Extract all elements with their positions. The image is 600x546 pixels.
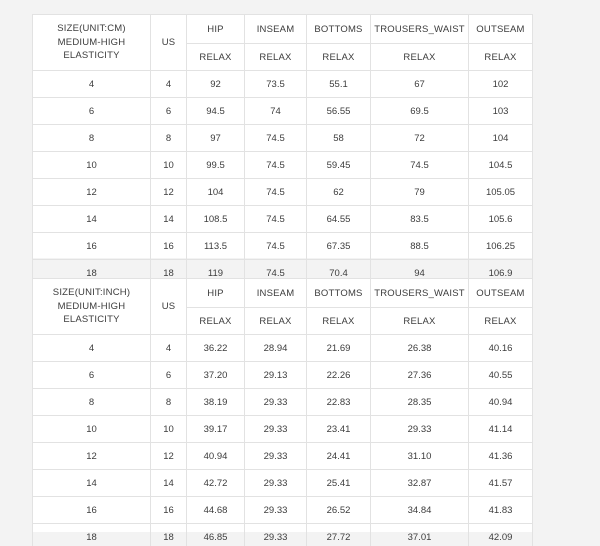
cell-size: 10 [33, 416, 151, 443]
header-group-outseam: OUTSEAM [469, 15, 533, 44]
header-size-label: SIZE(UNIT:INCH) MEDIUM-HIGH ELASTICITY [33, 279, 151, 335]
cell-trousers-waist: 67 [371, 71, 469, 98]
cell-size: 12 [33, 443, 151, 470]
cell-us: 16 [151, 497, 187, 524]
table-row [33, 443, 533, 470]
size-table-inch-card [32, 278, 532, 543]
table-row [33, 362, 533, 389]
header-group-trousers-waist: TROUSERS_WAIST [371, 15, 469, 44]
cell-trousers-waist: 26.38 [371, 335, 469, 362]
cell-hip: 99.5 [187, 152, 245, 179]
cell-size: 16 [33, 497, 151, 524]
cell-trousers-waist: 32.87 [371, 470, 469, 497]
header-sub-inseam: RELAX [245, 44, 307, 71]
cell-inseam: 29.33 [245, 497, 307, 524]
cell-us: 4 [151, 71, 187, 98]
cell-trousers-waist: 29.33 [371, 416, 469, 443]
cell-us: 6 [151, 98, 187, 125]
cell-size: 18 [33, 524, 151, 546]
cell-inseam: 74 [245, 98, 307, 125]
cell-hip: 39.17 [187, 416, 245, 443]
table-row [33, 71, 533, 98]
cell-bottoms: 56.55 [307, 98, 371, 125]
cell-trousers-waist: 83.5 [371, 206, 469, 233]
cell-size: 8 [33, 389, 151, 416]
cell-outseam: 105.6 [469, 206, 533, 233]
header-sub-trousers-waist: RELAX [371, 44, 469, 71]
size-table-cm [32, 14, 533, 287]
cell-trousers-waist: 28.35 [371, 389, 469, 416]
cell-hip: 119 [187, 260, 245, 287]
cell-outseam: 41.57 [469, 470, 533, 497]
cell-size: 14 [33, 206, 151, 233]
table-row [33, 416, 533, 443]
header-sub-hip: RELAX [187, 44, 245, 71]
table-header-group-row [33, 279, 533, 308]
cell-hip: 104 [187, 179, 245, 206]
table-row [33, 389, 533, 416]
cell-us: 6 [151, 362, 187, 389]
header-group-trousers-waist: TROUSERS_WAIST [371, 279, 469, 308]
cell-bottoms: 58 [307, 125, 371, 152]
size-table-cm-card [32, 14, 532, 279]
cell-size: 4 [33, 71, 151, 98]
header-us-label: US [151, 279, 187, 335]
cell-inseam: 28.94 [245, 335, 307, 362]
cell-us: 16 [151, 233, 187, 260]
cell-trousers-waist: 31.10 [371, 443, 469, 470]
cell-bottoms: 22.26 [307, 362, 371, 389]
cell-outseam: 106.25 [469, 233, 533, 260]
cell-trousers-waist: 69.5 [371, 98, 469, 125]
cell-inseam: 74.5 [245, 125, 307, 152]
cell-bottoms: 62 [307, 179, 371, 206]
cell-bottoms: 27.72 [307, 524, 371, 546]
cell-hip: 40.94 [187, 443, 245, 470]
cell-us: 8 [151, 389, 187, 416]
cell-inseam: 29.33 [245, 524, 307, 546]
cell-us: 12 [151, 443, 187, 470]
cell-us: 12 [151, 179, 187, 206]
header-sub-trousers-waist: RELAX [371, 308, 469, 335]
cell-bottoms: 22.83 [307, 389, 371, 416]
cell-outseam: 40.94 [469, 389, 533, 416]
cell-inseam: 29.13 [245, 362, 307, 389]
cell-hip: 108.5 [187, 206, 245, 233]
cell-us: 4 [151, 335, 187, 362]
cell-hip: 46.85 [187, 524, 245, 546]
cell-hip: 94.5 [187, 98, 245, 125]
header-sub-hip: RELAX [187, 308, 245, 335]
cell-bottoms: 23.41 [307, 416, 371, 443]
size-table-inch [32, 278, 533, 546]
table-row [33, 152, 533, 179]
cell-trousers-waist: 74.5 [371, 152, 469, 179]
cell-inseam: 29.33 [245, 416, 307, 443]
cell-us: 10 [151, 152, 187, 179]
cell-bottoms: 21.69 [307, 335, 371, 362]
cell-inseam: 29.33 [245, 443, 307, 470]
cell-outseam: 103 [469, 98, 533, 125]
cell-us: 10 [151, 416, 187, 443]
cell-hip: 44.68 [187, 497, 245, 524]
header-group-bottoms: BOTTOMS [307, 15, 371, 44]
cell-outseam: 41.14 [469, 416, 533, 443]
cell-bottoms: 24.41 [307, 443, 371, 470]
cell-inseam: 29.33 [245, 389, 307, 416]
cell-size: 6 [33, 362, 151, 389]
cell-trousers-waist: 88.5 [371, 233, 469, 260]
cell-outseam: 40.16 [469, 335, 533, 362]
cell-outseam: 40.55 [469, 362, 533, 389]
cell-size: 16 [33, 233, 151, 260]
cell-bottoms: 64.55 [307, 206, 371, 233]
cell-size: 10 [33, 152, 151, 179]
cell-hip: 92 [187, 71, 245, 98]
cell-outseam: 41.83 [469, 497, 533, 524]
table-row [33, 233, 533, 260]
cell-bottoms: 70.4 [307, 260, 371, 287]
header-group-hip: HIP [187, 279, 245, 308]
cell-outseam: 41.36 [469, 443, 533, 470]
cell-hip: 97 [187, 125, 245, 152]
header-group-outseam: OUTSEAM [469, 279, 533, 308]
header-group-hip: HIP [187, 15, 245, 44]
header-us-label: US [151, 15, 187, 71]
cell-hip: 37.20 [187, 362, 245, 389]
header-group-bottoms: BOTTOMS [307, 279, 371, 308]
header-sub-inseam: RELAX [245, 308, 307, 335]
cell-outseam: 102 [469, 71, 533, 98]
header-sub-bottoms: RELAX [307, 308, 371, 335]
table-row [33, 125, 533, 152]
cell-bottoms: 25.41 [307, 470, 371, 497]
cell-size: 12 [33, 179, 151, 206]
cell-trousers-waist: 94 [371, 260, 469, 287]
cell-outseam: 105.05 [469, 179, 533, 206]
table-row [33, 497, 533, 524]
table-row [33, 524, 533, 546]
header-sub-outseam: RELAX [469, 308, 533, 335]
cell-trousers-waist: 27.36 [371, 362, 469, 389]
cell-outseam: 104.5 [469, 152, 533, 179]
cell-inseam: 73.5 [245, 71, 307, 98]
header-group-inseam: INSEAM [245, 279, 307, 308]
table-row [33, 335, 533, 362]
table-row [33, 470, 533, 497]
cell-size: 14 [33, 470, 151, 497]
table-row [33, 98, 533, 125]
cell-inseam: 74.5 [245, 179, 307, 206]
header-sub-bottoms: RELAX [307, 44, 371, 71]
cell-inseam: 74.5 [245, 206, 307, 233]
cell-us: 14 [151, 206, 187, 233]
cell-outseam: 104 [469, 125, 533, 152]
cell-hip: 36.22 [187, 335, 245, 362]
table-row [33, 206, 533, 233]
cell-us: 8 [151, 125, 187, 152]
table-header-group-row [33, 15, 533, 44]
cell-inseam: 74.5 [245, 233, 307, 260]
cell-size: 6 [33, 98, 151, 125]
cell-bottoms: 59.45 [307, 152, 371, 179]
cell-inseam: 74.5 [245, 260, 307, 287]
cell-inseam: 29.33 [245, 470, 307, 497]
cell-trousers-waist: 72 [371, 125, 469, 152]
cell-inseam: 74.5 [245, 152, 307, 179]
cell-outseam: 106.9 [469, 260, 533, 287]
table-row [33, 179, 533, 206]
cell-size: 4 [33, 335, 151, 362]
cell-trousers-waist: 79 [371, 179, 469, 206]
cell-hip: 113.5 [187, 233, 245, 260]
cell-us: 18 [151, 524, 187, 546]
cell-hip: 42.72 [187, 470, 245, 497]
cell-size: 8 [33, 125, 151, 152]
cell-bottoms: 26.52 [307, 497, 371, 524]
cell-trousers-waist: 37.01 [371, 524, 469, 546]
cell-outseam: 42.09 [469, 524, 533, 546]
cell-size: 18 [33, 260, 151, 287]
header-size-label: SIZE(UNIT:CM) MEDIUM-HIGH ELASTICITY [33, 15, 151, 71]
header-group-inseam: INSEAM [245, 15, 307, 44]
cell-us: 14 [151, 470, 187, 497]
cell-bottoms: 55.1 [307, 71, 371, 98]
cell-hip: 38.19 [187, 389, 245, 416]
cell-us: 18 [151, 260, 187, 287]
cell-trousers-waist: 34.84 [371, 497, 469, 524]
cell-bottoms: 67.35 [307, 233, 371, 260]
header-sub-outseam: RELAX [469, 44, 533, 71]
